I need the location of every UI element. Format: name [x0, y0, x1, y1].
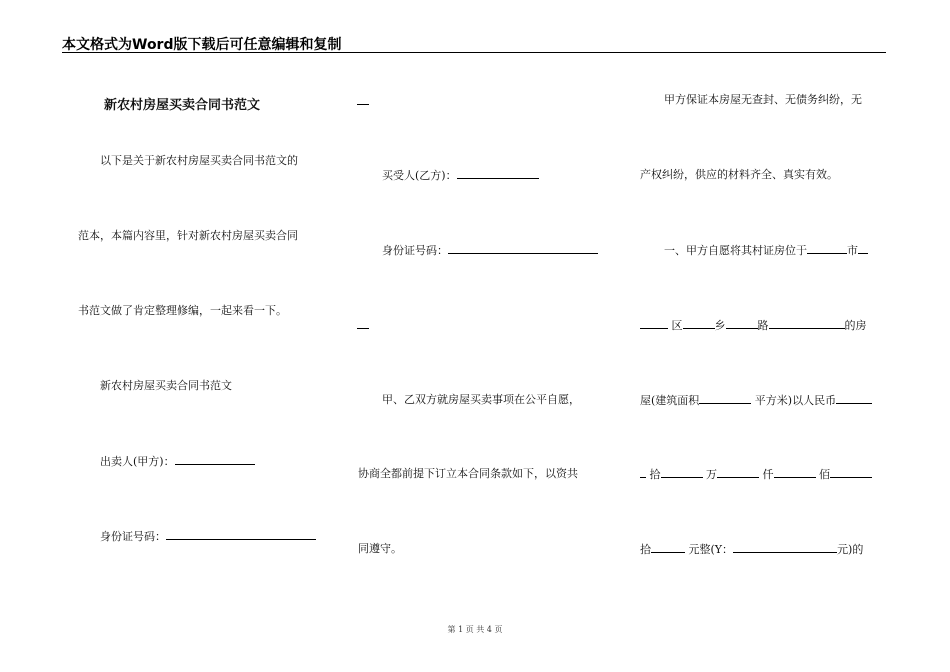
clause-text: 元整(Y： [688, 543, 734, 556]
blank [651, 542, 685, 553]
seller-id-field [100, 529, 316, 544]
clause-text: 的房 [844, 319, 867, 332]
city-blank [807, 243, 847, 254]
road-blank [769, 318, 845, 329]
clause-text: 万 [706, 468, 717, 481]
clause-text: 拾 [649, 468, 661, 481]
intro-line-2: 范本，本篇内容里，针对新农村房屋买卖合同 [78, 229, 298, 242]
amount-blank [733, 542, 837, 553]
clause-text: 元)的 [837, 543, 864, 556]
buyer-id-field [382, 243, 598, 258]
clause-text: 区 [671, 319, 683, 332]
guarantee-line-1: 甲方保证本房屋无查封、无债务纠纷，无 [664, 93, 862, 106]
header-divider [62, 52, 886, 53]
clause-text: 仟 [762, 468, 774, 481]
intro-line-1: 以下是关于新农村房屋买卖合同书范文的 [100, 154, 298, 167]
clause-1-line-5 [640, 542, 863, 557]
buyer-field [382, 168, 539, 183]
seller-field [100, 454, 255, 469]
seller-id-label: 身份证号码： [100, 530, 166, 543]
document-header-title: 本文格式为Word版下载后可任意编辑和复制 [62, 37, 342, 53]
clause-1-line-1 [664, 243, 868, 258]
blank [683, 318, 715, 329]
clause-1-line-2 [640, 318, 867, 333]
agreement-para-line-3: 同遵守。 [358, 542, 402, 555]
clause-text: 市 [847, 244, 858, 257]
blank [830, 467, 872, 478]
blank [661, 467, 703, 478]
guarantee-line-2: 产权纠纷，供应的材料齐全、真实有效。 [640, 168, 838, 181]
buyer-blank [457, 168, 539, 179]
clause-1-line-3 [640, 393, 872, 408]
seller-id-blank [166, 529, 316, 540]
clause-text: 拾 [640, 543, 651, 556]
contract-subtitle: 新农村房屋买卖合同书范文 [100, 379, 232, 392]
buyer-id-blank [448, 243, 598, 254]
seller-blank [175, 454, 255, 465]
buyer-label: 买受人(乙方)： [382, 169, 457, 182]
clause-text: 平方米)以人民币 [754, 394, 837, 407]
clause-text: 一、甲方自愿将其村证房位于 [664, 244, 807, 257]
blank [717, 467, 759, 478]
continuation-dash-1 [357, 104, 369, 105]
blank [640, 467, 646, 478]
area-blank [699, 393, 751, 404]
document-title: 新农村房屋买卖合同书范文 [104, 98, 261, 113]
clause-text: 路 [757, 319, 769, 332]
continuation-dash-2 [357, 328, 369, 329]
page-number: 第 1 页 共 4 页 [447, 625, 503, 634]
agreement-para-line-2: 协商全都前提下订立本合同条款如下，以资共 [358, 467, 578, 480]
seller-label: 出卖人(甲方)： [100, 455, 175, 468]
blank [858, 243, 868, 254]
buyer-id-label: 身份证号码： [382, 244, 448, 257]
blank [774, 467, 816, 478]
clause-text: 屋(建筑面积 [640, 394, 700, 407]
agreement-para-line-1: 甲、乙双方就房屋买卖事项在公平自愿， [382, 393, 580, 406]
clause-text: 佰 [819, 468, 830, 481]
blank [726, 318, 758, 329]
intro-line-3: 书范文做了肯定整理修编，一起来看一下。 [78, 304, 287, 317]
clause-text: 乡 [714, 319, 726, 332]
clause-1-line-4 [640, 467, 872, 482]
blank [836, 393, 872, 404]
district-blank [640, 318, 668, 329]
